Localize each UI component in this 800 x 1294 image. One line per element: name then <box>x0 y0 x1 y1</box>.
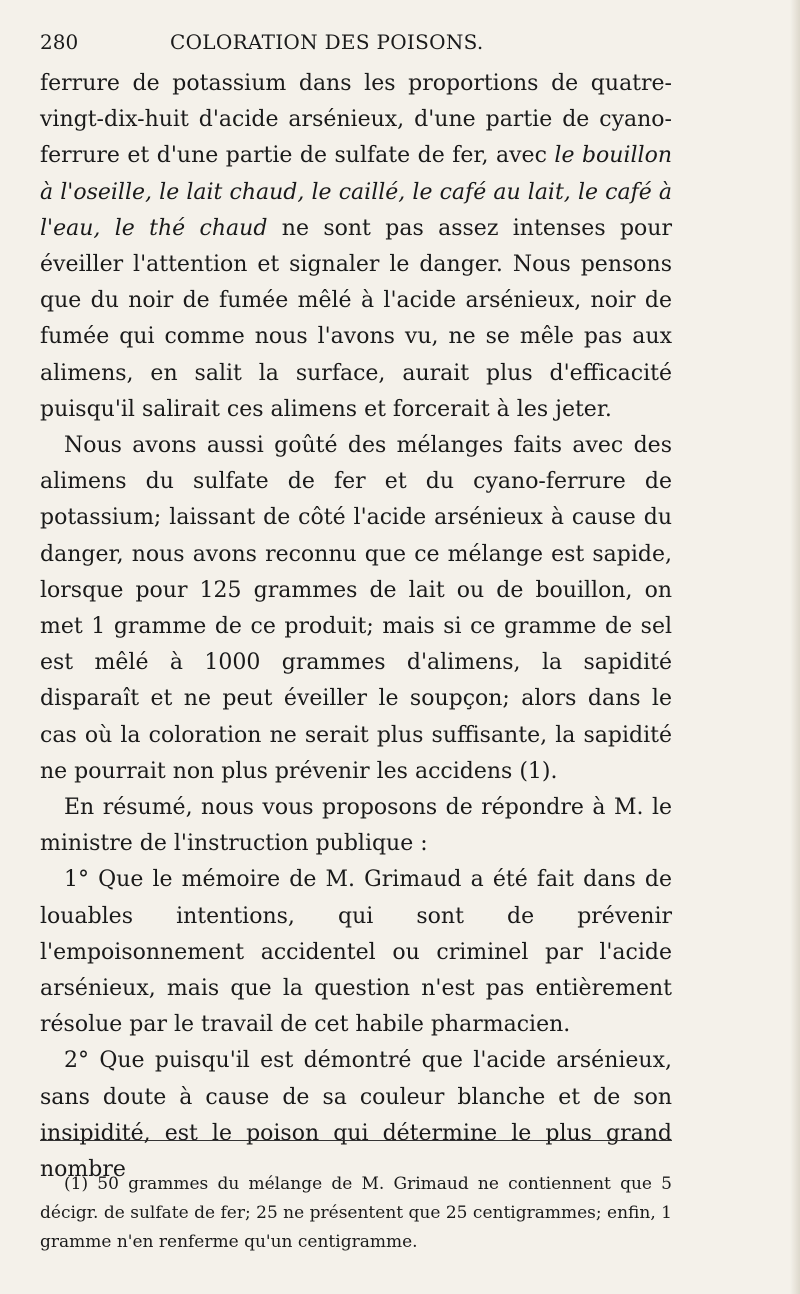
footnote <box>40 1170 672 1257</box>
paragraph-1-italic-foods: le bouillon à l'oseille, le lait chaud, le caillé, le café au lait, le café à l'eau, le thé chaud <box>40 143 672 241</box>
page-number: 280 <box>40 30 79 54</box>
body-text <box>40 66 672 1188</box>
page <box>40 30 672 1188</box>
running-title: COLORATION DES POISONS. <box>170 30 484 54</box>
running-head <box>40 30 672 66</box>
paragraph-1-text-a: ferrure de potassium dans les proportions de quatre-vingt-dix-huit d'acide arsénieux, d'une partie de cyano-ferrure et d'une partie de sulfate de fer, avec <box>40 71 672 169</box>
paragraph-1-text-b: ne sont pas assez intenses pour éveiller l'attention et signaler le danger. Nous pensons que du noir de fumée mêlé à l'acide arsénieux, noir de fumée qui comme nous l'avons vu, ne se mêle pas aux alimens, en salit la surface, aurait plus d'efficacité puisqu'il salirait ces alimens et forcerait à les jeter. <box>40 215 672 422</box>
footnote-text: (1) 50 grammes du mélange de M. Grimaud ne contiennent que 5 décigr. de sulfate de fer; 25 ne présentent que 25 centigrammes; enfin, 1 gramme n'en renferme qu'un centigramme. <box>40 1174 672 1252</box>
paragraph-2: Nous avons aussi goûté des mélanges faits avec des alimens du sulfate de fer et du cyano-ferrure de potassium; laissant de côté l'acide arsénieux à cause du danger, nous avons reconnu que ce mélange est sapide, lorsque pour 125 grammes de lait ou de bouillon, on met 1 gramme de ce produit; mais si ce gramme de sel est mêlé à 1000 grammes d'alimens, la sapidité disparaît et ne peut éveiller le soupçon; alors dans le cas où la coloration ne serait plus suffisante, la sapidité ne pourrait non plus prévenir les accidens (1). <box>40 433 672 784</box>
paragraph-3: En résumé, nous vous proposons de répondre à M. le ministre de l'instruction publique : <box>40 795 672 857</box>
paragraph-5: 2° Que puisqu'il est démontré que l'acide arsénieux, sans doute à cause de sa couleur blanche et de son insipidité, est le poison qui détermine le plus grand nombre <box>40 1048 672 1183</box>
paragraph-4: 1° Que le mémoire de M. Grimaud a été fait dans de louables intentions, qui sont de prévenir l'empoisonnement accidentel ou criminel par l'acide arsénieux, mais que la question n'est pas entièrement résolue par le travail de cet habile pharmacien. <box>40 867 672 1038</box>
page-edge <box>790 0 800 1294</box>
paragraph-1 <box>40 66 672 428</box>
footnote-divider <box>40 1140 672 1141</box>
